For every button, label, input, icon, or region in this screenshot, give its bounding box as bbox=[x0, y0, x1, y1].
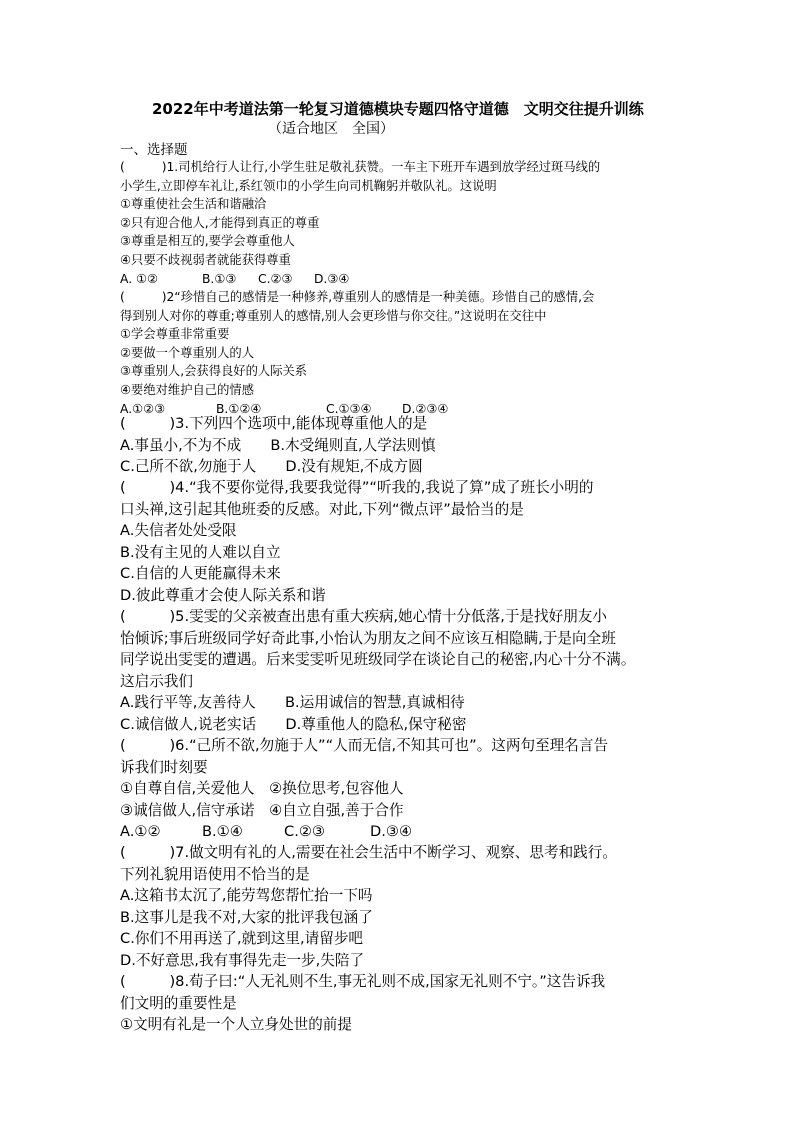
option-d: D.②③④ bbox=[402, 401, 449, 416]
question-2 bbox=[120, 288, 680, 418]
question-3 bbox=[120, 413, 680, 478]
option-b: B.①④ bbox=[202, 823, 243, 840]
answer-options bbox=[120, 821, 680, 843]
question-line: D.不好意思,我有事得先走一步,失陪了 bbox=[120, 951, 365, 969]
option-c: C.②③ bbox=[284, 823, 325, 840]
question-line: ④只要不歧视弱者就能获得尊重 bbox=[120, 252, 291, 267]
question-line: A.这箱书太沉了,能劳驾您帮忙抬一下吗 bbox=[120, 887, 373, 904]
question-line: A.失信者处处受限 bbox=[120, 522, 237, 539]
option-a: A.①②③ bbox=[120, 401, 166, 416]
question-line: ( )6.“己所不欲,勿施于人”“人而无信,不知其可也”。这两句至理名言告 bbox=[120, 737, 609, 754]
question-line: ①尊重使社会生活和谐融洽 bbox=[120, 197, 267, 212]
section-heading: 一、选择题 bbox=[120, 142, 188, 158]
question-line: B.没有主见的人难以自立 bbox=[120, 543, 281, 561]
question-line: ③尊重别人,会获得良好的人际关系 bbox=[120, 364, 308, 379]
option-c: C.①③④ bbox=[326, 401, 372, 416]
question-4 bbox=[120, 477, 680, 606]
question-6 bbox=[120, 735, 680, 843]
question-line: ( )1.司机给行人让行,小学生驻足敬礼获赞。一车主下班开车遇到放学经过斑马线的 bbox=[120, 160, 601, 174]
question-line: ( )5.雯雯的父亲被查出患有重大疾病,她心情十分低落,于是找好朋友小 bbox=[120, 608, 607, 625]
question-line: 诉我们时刻要 bbox=[120, 758, 208, 776]
question-line: ②要做一个尊重别人的人 bbox=[120, 345, 254, 360]
question-7 bbox=[120, 842, 680, 971]
question-line: ①文明有礼是一个人立身处世的前提 bbox=[120, 1016, 352, 1033]
question-5 bbox=[120, 606, 680, 735]
question-line: 小学生,立即停车礼让,系红领巾的小学生向司机鞠躬并敬队礼。这说明 bbox=[120, 178, 497, 193]
answer-options bbox=[120, 270, 680, 289]
question-line: A.践行平等,友善待人 B.运用诚信的智慧,真诚相待 bbox=[120, 694, 465, 711]
question-line: 这启示我们 bbox=[120, 672, 193, 690]
question-line: ( )7.做文明有礼的人,需要在社会生活中不断学习、观察、思考和践行。 bbox=[120, 844, 617, 861]
question-1 bbox=[120, 158, 680, 288]
question-line: C.己所不欲,勿施于人 D.没有规矩,不成方圆 bbox=[120, 458, 423, 475]
question-line: C.自信的人更能赢得未来 bbox=[120, 565, 281, 582]
question-line: ①学会尊重非常重要 bbox=[120, 327, 230, 342]
question-line: C.诚信做人,说老实话 D.尊重他人的隐私,保守秘密 bbox=[120, 715, 467, 733]
question-line: 下列礼貌用语使用不恰当的是 bbox=[120, 865, 310, 883]
question-line: B.这事儿是我不对,大家的批评我包涵了 bbox=[120, 908, 373, 926]
question-line: ③诚信做人,信守承诺 ④自立自强,善于合作 bbox=[120, 801, 404, 819]
question-line: ( )3.下列四个选项中,能体现尊重他人的是 bbox=[120, 415, 428, 432]
option-a: A.①② bbox=[120, 823, 161, 840]
question-line: ( )4.“我不要你觉得,我要我觉得”“听我的,我说了算”成了班长小明的 bbox=[120, 479, 594, 496]
option-c: C.②③ bbox=[258, 271, 293, 286]
option-b: B.①②④ bbox=[216, 401, 262, 416]
question-line: ④要绝对维护自己的情感 bbox=[120, 382, 254, 397]
question-line: 得到别人对你的尊重;尊重别人的感情,别人会更珍惜与你交往。”这说明在交往中 bbox=[120, 308, 547, 323]
question-line: ( )8.荀子曰:“人无礼则不生,事无礼则不成,国家无礼则不宁。”这告诉我 bbox=[120, 973, 606, 990]
question-line: 们文明的重要性是 bbox=[120, 994, 237, 1012]
option-d: D.③④ bbox=[314, 271, 350, 286]
question-line: C.你们不用再送了,就到这里,请留步吧 bbox=[120, 930, 364, 947]
question-line: 口头禅,这引起其他班委的反感。对此,下列“微点评”最恰当的是 bbox=[120, 500, 524, 518]
document-subtitle: （适合地区 全国） bbox=[268, 121, 394, 137]
question-line: A.事虽小,不为不成 B.木受绳则直,人学法则慎 bbox=[120, 436, 436, 454]
option-d: D.③④ bbox=[370, 823, 413, 840]
question-line: ②只有迎合他人,才能得到真正的尊重 bbox=[120, 215, 320, 230]
question-line: 怡倾诉;事后班级同学好奇此事,小怡认为朋友之间不应该互相隐瞒,于是向全班 bbox=[120, 629, 616, 647]
question-line: ①自尊自信,关爱他人 ②换位思考,包容他人 bbox=[120, 780, 404, 797]
document-title: 2022年中考道法第一轮复习道德模块专题四恪守道德 文明交往提升训练 bbox=[152, 100, 644, 118]
question-line: D.彼此尊重才会使人际关系和谐 bbox=[120, 586, 326, 604]
question-line: 同学说出雯雯的遭遇。后来雯雯听见班级同学在谈论自己的秘密,内心十分不满。 bbox=[120, 651, 636, 668]
question-8 bbox=[120, 971, 680, 1036]
option-b: B.①③ bbox=[202, 271, 237, 286]
question-line: ( )2“珍惜自己的感情是一种修养,尊重别人的感情是一种美德。珍惜自己的感情,会 bbox=[120, 290, 595, 304]
option-a: A. ①② bbox=[120, 271, 159, 286]
question-line: ③尊重是相互的,要学会尊重他人 bbox=[120, 234, 295, 249]
